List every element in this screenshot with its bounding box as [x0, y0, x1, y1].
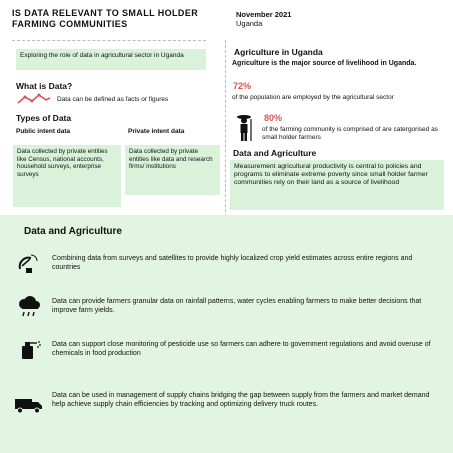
- types-of-data-heading: Types of Data: [16, 113, 72, 123]
- list-item-rainfall: Data can provide farmers granular data on rainfall patterns, water cycles enabling farmers to make better decisions that improve farm yields.: [52, 298, 422, 314]
- satellite-icon: [17, 253, 39, 275]
- data-agriculture-right-heading: Data and Agriculture: [233, 148, 317, 158]
- stat-72-value: 72%: [233, 81, 252, 91]
- stat-72-text: of the population are employed by the agricultural sector: [232, 94, 394, 101]
- data-definition: Data can be defined as facts or figures: [57, 96, 169, 103]
- pesticide-icon: [19, 340, 43, 360]
- private-intent-box: Data collected by private entities like data and research firms/ institutions: [125, 145, 220, 195]
- public-intent-box: Data collected by private entities like Census, national accounts, household surveys, enterprise surveys: [13, 145, 121, 207]
- data-agriculture-section: [0, 215, 453, 453]
- header-divider: [12, 40, 206, 41]
- list-item-supply-chain: Data can be used in management of supply chains bridging the gap between supply from the farmers and market demand help achieve supply chain efficiencies by tracking and optimizing delivery truck routes.: [52, 392, 430, 408]
- what-is-data-heading: What is Data?: [16, 81, 73, 91]
- stat-80-text: of the farming community is comprised of are catergorised as small holder farmers: [262, 126, 438, 141]
- page-title: IS DATA RELEVANT TO SMALL HOLDER FARMING COMMUNITIES: [12, 8, 199, 29]
- data-agriculture-heading: Data and Agriculture: [24, 226, 122, 237]
- public-intent-label: Public intent data: [16, 128, 71, 135]
- list-item-pesticide: Data can support close monitoring of pesticide use so farmers can adhere to government regulations and avoid overuse of chemicals in food production: [52, 341, 431, 357]
- truck-icon: [14, 396, 44, 414]
- agriculture-uganda-heading: Agriculture in Uganda: [234, 47, 323, 57]
- rain-cloud-icon: [16, 296, 42, 318]
- farmer-icon: [234, 113, 256, 143]
- list-item-satellite: Combining data from surveys and satellites to provide highly localized crop yield estimates across entire regions and countries: [52, 255, 413, 271]
- report-location: Uganda: [236, 19, 263, 28]
- trend-line-icon: [16, 93, 52, 105]
- private-intent-label: Private intent data: [128, 128, 185, 135]
- report-date: November 2021: [236, 10, 292, 19]
- stat-80-value: 80%: [264, 113, 283, 123]
- agriculture-summary: Agriculture is the major source of livelihood in Uganda.: [232, 60, 442, 69]
- intro-box: Exploring the role of data in agricultural sector in Uganda: [16, 49, 206, 70]
- data-agriculture-right-box: Measurement agricultural productivity is central to policies and programs to eliminate extreme poverty since small holder farmer communities rely on their land as a source of livelihood: [230, 160, 444, 210]
